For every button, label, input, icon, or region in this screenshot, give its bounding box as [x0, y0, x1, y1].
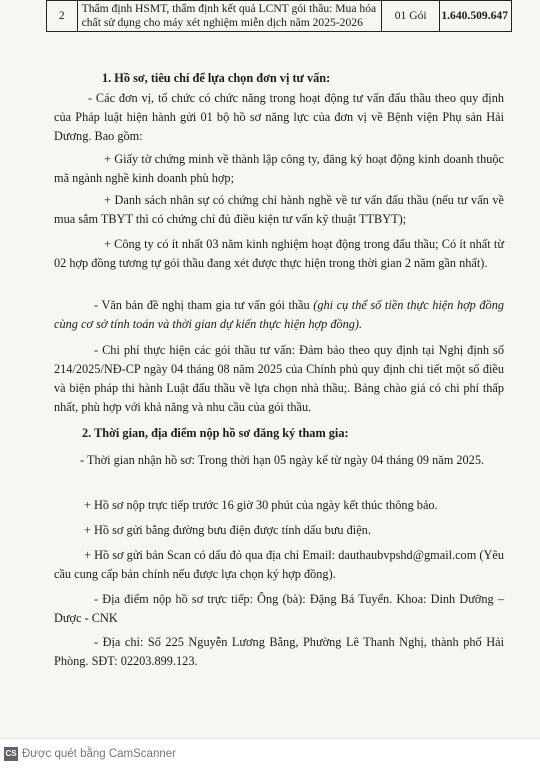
table-row: [47, 1, 512, 32]
section1-item3: + Công ty có ít nhất 03 năm kinh nghiệm hoạt động trong đấu thầu; Có ít nhất từ 02 hợp đồng tương tự gói thầu đang xét được thực hiện trong thời gian 2 năm gần nhất).: [54, 237, 504, 270]
package-value: 1.640.509.647: [440, 1, 512, 32]
package-table: [46, 0, 512, 32]
section2-scan: [54, 546, 504, 584]
proposal-lead: - Văn bản đề nghị tham gia tư vấn gói thầu: [94, 298, 314, 312]
section1-proposal: [54, 296, 504, 334]
row-number: 2: [47, 1, 78, 32]
email-line: + Hồ sơ gửi bản Scan có dấu đỏ qua địa chỉ Email: dauthaubvpshd@gmail.com (Yêu cầu cung cấp bản chính nếu được lựa chọn ký hợp đồng).: [54, 548, 504, 581]
section2-address: - Địa chỉ: Số 225 Nguyễn Lương Bằng, Phường Lê Thanh Nghị, thành phố Hải Phòng. SĐT: 02203.899.123.: [54, 635, 504, 668]
camscanner-caption: Được quét bằng CamScanner: [22, 748, 176, 760]
section1-heading: 1. Hồ sơ, tiêu chí để lựa chọn đơn vị tư vấn:: [102, 71, 331, 85]
camscanner-logo-icon: CS: [4, 747, 18, 761]
section2-place: - Địa điểm nộp hồ sơ trực tiếp: Ông (bà): Đặng Bá Tuyển. Khoa: Dinh Dưỡng – Dược - CNK: [54, 592, 504, 625]
package-quantity: 01 Gói: [381, 1, 439, 32]
section1-intro: - Các đơn vị, tổ chức có chức năng trong hoạt động tư vấn đấu thầu theo quy định của Pháp luật hiện hành gửi 01 bộ hồ sơ năng lực của đơn vị về Bệnh viện Phụ sản Hải Dương. Bao gồm:: [54, 91, 504, 143]
section2-time: - Thời gian nhận hồ sơ: Trong thời hạn 05 ngày kể từ ngày 04 tháng 09 năm 2025.: [80, 453, 485, 467]
section2-heading: 2. Thời gian, địa điểm nộp hồ sơ đăng ký tham gia:: [82, 426, 349, 440]
proposal-note: (ghi cụ thể số tiền thực hiện hợp đồng cùng cơ sở tính toán và thời gian dự kiến thực hiện hợp đồng).: [54, 298, 504, 331]
section1-item1: + Giấy tờ chứng minh về thành lập công ty, đăng ký hoạt động kinh doanh thuộc mã ngành nghề kinh doanh phù hợp;: [54, 152, 504, 185]
section1-item2: + Danh sách nhân sự có chứng chỉ hành nghề về tư vấn đấu thầu (nếu tư vấn về mua sắm TBYT thì có chứng chỉ đủ điều kiện tư vấn kỹ thuật TTBYT);: [54, 193, 504, 226]
section2-post: + Hồ sơ gửi bằng đường bưu điện được tính dấu bưu điện.: [84, 523, 371, 537]
section2-direct: + Hồ sơ nộp trực tiếp trước 16 giờ 30 phút của ngày kết thúc thông báo.: [84, 498, 438, 512]
camscanner-footer: [0, 738, 540, 769]
package-name: Thẩm định HSMT, thẩm định kết quả LCNT gói thầu: Mua hóa chất sử dụng cho máy xét nghiệm miễn dịch năm 2025-2026: [77, 1, 381, 32]
section1-cost: - Chi phí thực hiện các gói thầu tư vấn: Đảm bảo theo quy định tại Nghị định số 214/2025/NĐ-CP ngày 04 tháng 08 năm 2025 của Chính phủ quy định chi tiết một số điều và biện pháp thi hành Luật đấu thầu về lựa chọn nhà thầu;. Bảng chào giá có chi phí thấp nhất, phù hợp với khả năng và nhu cầu của gói thầu.: [54, 343, 504, 414]
